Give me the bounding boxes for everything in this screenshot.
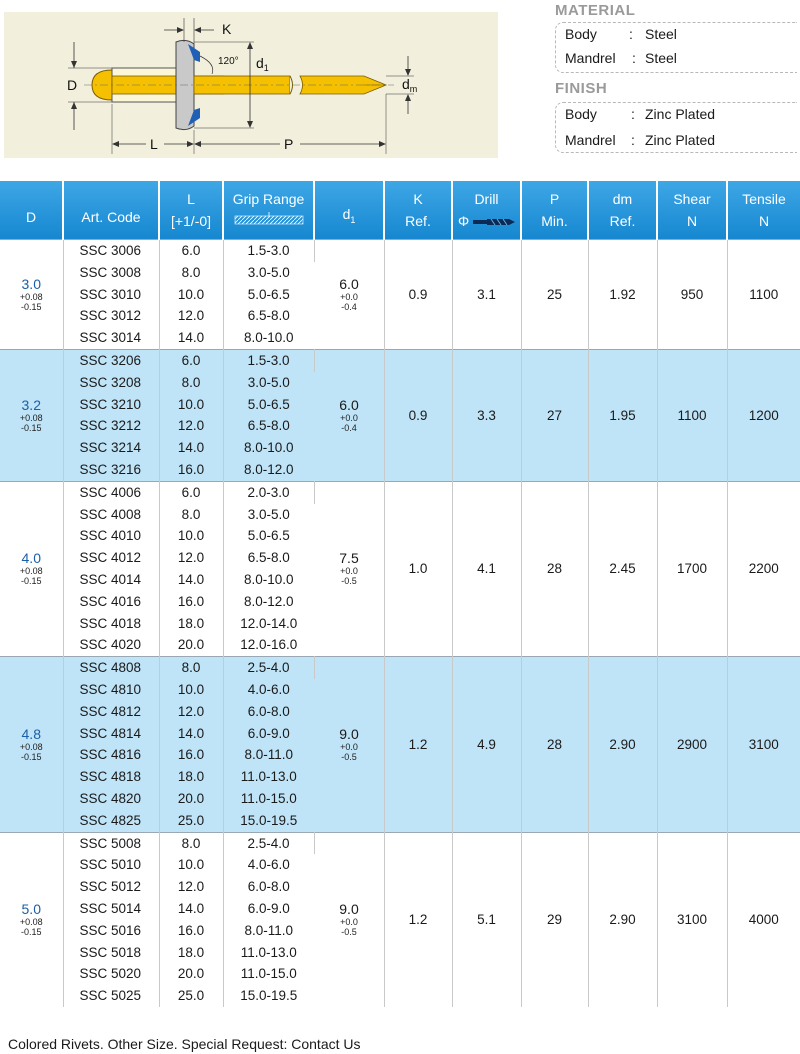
d1-tol-plus: +0.0 <box>340 566 358 577</box>
d1-tol-plus: +0.0 <box>340 741 358 752</box>
d1-tol-minus: -0.5 <box>341 751 357 762</box>
cell-shear-value: 2900 <box>676 736 708 752</box>
table-body <box>0 240 800 1007</box>
cell-grip-range: 11.0-13.0 <box>240 944 297 960</box>
cell-shear <box>657 240 727 350</box>
label-dm: $d_m$ <box>402 76 418 94</box>
cell-tensile <box>727 240 800 350</box>
cell-P-value: 28 <box>546 736 563 752</box>
D-tol-plus: +0.08 <box>19 917 43 928</box>
cell-grip-range: 8.0-12.0 <box>223 459 314 481</box>
cell-P <box>521 349 588 481</box>
d1-value: 7.5 <box>339 550 359 567</box>
cell-L: 8.0 <box>159 657 223 679</box>
cell-L: 10.0 <box>159 525 223 547</box>
cell-grip-range: 15.0-19.5 <box>223 810 314 832</box>
diameter-symbol: Φ <box>457 213 470 229</box>
cell-L: 14.0 <box>159 437 223 459</box>
D-tol-plus: +0.08 <box>19 412 43 423</box>
cell-art-code: SSC 3012 <box>63 305 159 327</box>
cell-L: 20.0 <box>159 963 223 985</box>
D-tol-minus: -0.15 <box>20 422 42 433</box>
cell-grip-range: 6.0-9.0 <box>247 900 290 916</box>
cell-P <box>521 657 588 832</box>
cell-L: 12.0 <box>159 415 223 437</box>
cell-tensile <box>727 349 800 481</box>
cell-L: 16.0 <box>159 591 223 613</box>
material-mandrel-row <box>565 50 677 66</box>
cell-art-code: SSC 4012 <box>63 547 159 569</box>
cell-art-code: SSC 4818 <box>63 766 159 788</box>
cell-art-code: SSC 4820 <box>63 788 159 810</box>
cell-dm-value: 2.90 <box>609 736 636 752</box>
cell-art-code: SSC 4816 <box>63 744 159 766</box>
cell-d1 <box>314 240 384 350</box>
cell-shear <box>657 481 727 656</box>
footer-note: Colored Rivets. Other Size. Special Request: Contact Us <box>8 1036 361 1052</box>
cell-shear-value: 1100 <box>677 407 707 423</box>
cell-shear-value: 1700 <box>676 561 708 577</box>
cell-grip-range: 1.5-3.0 <box>223 240 314 262</box>
table-header-row <box>0 181 800 240</box>
header-grip-range: Grip Range <box>223 181 314 240</box>
cell-drill <box>452 240 521 350</box>
cell-tensile-value: 3100 <box>748 736 779 752</box>
cell-art-code: SSC 3010 <box>63 284 159 306</box>
cell-tensile <box>727 657 800 832</box>
finish-body-sep: : <box>631 106 635 122</box>
D-value: 3.0 <box>21 275 41 292</box>
cell-grip-range: 8.0-11.0 <box>223 744 314 766</box>
cell-art-code: SSC 5012 <box>63 876 159 898</box>
cell-grip-range: 6.5-8.0 <box>247 308 290 324</box>
cell-art-code: SSC 5016 <box>63 920 159 942</box>
D-tol-plus: +0.08 <box>19 741 43 752</box>
grip-range-icon <box>234 212 304 226</box>
cell-L: 18.0 <box>159 766 223 788</box>
cell-grip-range: 8.0-10.0 <box>243 330 294 346</box>
cell-L: 14.0 <box>159 898 223 920</box>
cell-P-value: 29 <box>546 912 563 928</box>
cell-dm <box>588 657 657 832</box>
cell-art-code: SSC 5014 <box>63 898 159 920</box>
label-D: D <box>67 77 78 93</box>
cell-art-code: SSC 4014 <box>63 569 159 591</box>
material-box <box>555 22 797 72</box>
cell-art-code: SSC 5020 <box>63 963 159 985</box>
cell-K-value: 0.9 <box>408 286 428 302</box>
cell-shear-value: 3100 <box>676 912 708 928</box>
cell-tensile-value: 4000 <box>748 912 779 928</box>
cell-shear <box>657 832 727 1007</box>
cell-art-code: SSC 3206 <box>63 349 159 371</box>
cell-L: 14.0 <box>159 569 223 591</box>
finish-box <box>555 102 797 152</box>
cell-dm <box>588 349 657 481</box>
material-title: MATERIAL <box>555 2 636 19</box>
finish-mandrel-sep: : <box>631 132 635 148</box>
cell-L: 8.0 <box>159 832 223 854</box>
cell-grip-range: 2.5-4.0 <box>223 657 314 679</box>
cell-L: 8.0 <box>159 372 223 394</box>
cell-grip-range: 4.0-6.0 <box>247 857 290 873</box>
D-tol-plus: +0.08 <box>19 291 43 302</box>
cell-drill <box>452 832 521 1007</box>
D-value: 3.2 <box>21 396 41 413</box>
d1-value: 6.0 <box>339 275 359 292</box>
cell-art-code: SSC 3208 <box>63 372 159 394</box>
D-value: 4.8 <box>21 725 41 742</box>
cell-grip-range: 8.0-10.0 <box>223 437 314 459</box>
cell-art-code: SSC 4006 <box>63 481 159 503</box>
finish-body-row <box>565 106 716 122</box>
cell-L: 20.0 <box>159 788 223 810</box>
cell-grip-range: 15.0-19.5 <box>240 988 298 1004</box>
cell-L: 12.0 <box>159 876 223 898</box>
header-d1: $d_1$ <box>314 181 384 240</box>
finish-title: FINISH <box>555 80 608 97</box>
cell-art-code: SSC 3216 <box>63 459 159 481</box>
finish-body-value: Zinc Plated <box>645 106 716 122</box>
cell-drill-value: 5.1 <box>477 912 496 928</box>
D-tol-minus: -0.15 <box>20 751 42 762</box>
cell-L: 16.0 <box>159 459 223 481</box>
cell-dm-value: 2.45 <box>609 561 636 577</box>
cell-drill-value: 3.1 <box>477 286 496 302</box>
cell-P <box>521 240 588 350</box>
cell-dm-value: 1.92 <box>609 286 636 302</box>
cell-grip-range: 6.5-8.0 <box>247 550 290 566</box>
table-row <box>0 349 800 371</box>
header-tensile: Tensile N <box>727 181 800 240</box>
D-tol-minus: -0.15 <box>20 927 42 938</box>
cell-art-code: SSC 4018 <box>63 613 159 635</box>
material-body-row <box>565 26 677 42</box>
cell-art-code: SSC 3008 <box>63 262 159 284</box>
finish-body-key: Body <box>565 106 597 122</box>
cell-art-code: SSC 5010 <box>63 854 159 876</box>
cell-art-code: SSC 4010 <box>63 525 159 547</box>
cell-L: 18.0 <box>159 942 223 964</box>
cell-grip-range: 11.0-15.0 <box>240 966 297 982</box>
drill-bit-icon <box>473 217 515 227</box>
cell-L: 14.0 <box>159 723 223 745</box>
header-D: D <box>0 181 63 240</box>
cell-P <box>521 481 588 656</box>
cell-d1 <box>314 832 384 1007</box>
cell-art-code: SSC 4020 <box>63 634 159 656</box>
cell-K-value: 1.2 <box>408 736 428 752</box>
cell-art-code: SSC 5008 <box>63 832 159 854</box>
cell-art-code: SSC 4814 <box>63 723 159 745</box>
d1-value: 6.0 <box>339 396 359 413</box>
cell-grip-range: 11.0-15.0 <box>223 788 314 810</box>
d1-value: 9.0 <box>339 725 359 742</box>
rivet-drawing <box>4 12 498 158</box>
cell-L: 20.0 <box>159 634 223 656</box>
d1-tol-plus: +0.0 <box>340 917 358 928</box>
cell-shear <box>657 657 727 832</box>
cell-art-code: SSC 4016 <box>63 591 159 613</box>
cell-grip-range: 6.0-9.0 <box>223 723 314 745</box>
cell-grip-range: 6.5-8.0 <box>223 415 314 437</box>
cell-art-code: SSC 3014 <box>63 327 159 349</box>
cell-K <box>384 481 452 656</box>
cell-grip-range: 4.0-6.0 <box>223 679 314 701</box>
cell-D <box>0 657 63 832</box>
header-shear: Shear N <box>657 181 727 240</box>
header-L: L [+1/-0] <box>159 181 223 240</box>
material-mandrel-key: Mandrel <box>565 50 616 66</box>
cell-dm <box>588 832 657 1007</box>
cell-art-code: SSC 5025 <box>63 985 159 1007</box>
cell-L: 12.0 <box>159 305 223 327</box>
cell-dm-value: 2.90 <box>609 912 636 928</box>
cell-L: 8.0 <box>159 504 223 526</box>
header-art-code: Art. Code <box>63 181 159 240</box>
cell-art-code: SSC 3212 <box>63 415 159 437</box>
d1-tol-minus: -0.5 <box>341 927 357 938</box>
cell-d1 <box>314 481 384 656</box>
label-d1: $d_1$ <box>256 55 269 73</box>
cell-L: 25.0 <box>159 985 223 1007</box>
cell-grip-range: 2.0-3.0 <box>223 481 314 503</box>
cell-grip-range: 11.0-13.0 <box>223 766 314 788</box>
cell-P-value: 25 <box>546 286 563 302</box>
cell-drill-value: 4.9 <box>477 736 496 752</box>
rivet-diagram <box>4 12 498 158</box>
cell-art-code: SSC 4810 <box>63 679 159 701</box>
cell-tensile-value: 1100 <box>749 286 779 302</box>
table-row <box>0 481 800 503</box>
cell-art-code: SSC 4812 <box>63 701 159 723</box>
cell-K-value: 1.2 <box>408 912 428 928</box>
header-P: P Min. <box>521 181 588 240</box>
cell-grip-range: 6.0-8.0 <box>247 879 290 895</box>
cell-grip-range: 12.0-16.0 <box>240 637 298 653</box>
header-drill: Drill Φ <box>452 181 521 240</box>
cell-drill-value: 3.3 <box>477 407 496 423</box>
cell-dm <box>588 481 657 656</box>
cell-grip-range: 2.5-4.0 <box>223 832 314 854</box>
cell-K <box>384 240 452 350</box>
cell-L: 16.0 <box>159 744 223 766</box>
cell-drill <box>452 481 521 656</box>
cell-L: 6.0 <box>159 349 223 371</box>
rivet-spec-table <box>0 181 800 1007</box>
cell-grip-range: 12.0-14.0 <box>240 615 298 631</box>
finish-mandrel-row <box>565 132 716 148</box>
cell-grip-range: 8.0-12.0 <box>243 593 294 609</box>
header-K: K Ref. <box>384 181 452 240</box>
finish-mandrel-key: Mandrel <box>565 132 616 148</box>
cell-grip-range: 5.0-6.5 <box>247 528 290 544</box>
cell-tensile <box>727 481 800 656</box>
cell-L: 12.0 <box>159 701 223 723</box>
cell-drill <box>452 657 521 832</box>
cell-D <box>0 832 63 1007</box>
cell-K-value: 0.9 <box>408 407 428 423</box>
cell-grip-range: 3.0-5.0 <box>247 506 290 522</box>
cell-L: 8.0 <box>159 262 223 284</box>
cell-art-code: SSC 4825 <box>63 810 159 832</box>
material-body-sep: : <box>629 26 633 42</box>
cell-D <box>0 481 63 656</box>
cell-art-code: SSC 4008 <box>63 504 159 526</box>
cell-shear <box>657 349 727 481</box>
cell-L: 6.0 <box>159 240 223 262</box>
cell-L: 10.0 <box>159 679 223 701</box>
cell-tensile <box>727 832 800 1007</box>
cell-L: 18.0 <box>159 613 223 635</box>
d1-tol-plus: +0.0 <box>340 412 358 423</box>
cell-tensile-value: 2200 <box>748 561 779 577</box>
label-L: L <box>150 136 158 152</box>
cell-L: 14.0 <box>159 327 223 349</box>
D-value: 5.0 <box>21 901 41 918</box>
cell-P-value: 27 <box>546 407 563 423</box>
cell-art-code: SSC 5018 <box>63 942 159 964</box>
cell-K <box>384 832 452 1007</box>
cell-K <box>384 657 452 832</box>
cell-grip-range: 8.0-10.0 <box>243 571 294 587</box>
cell-L: 25.0 <box>159 810 223 832</box>
d1-tol-plus: +0.0 <box>340 291 358 302</box>
D-tol-minus: -0.15 <box>20 576 42 587</box>
cell-L: 6.0 <box>159 481 223 503</box>
cell-grip-range: 6.0-8.0 <box>223 701 314 723</box>
cell-K-value: 1.0 <box>408 561 428 577</box>
label-angle: 120° <box>218 56 239 67</box>
material-body-key: Body <box>565 26 597 42</box>
cell-P-value: 28 <box>546 561 563 577</box>
material-body-value: Steel <box>645 26 677 42</box>
D-value: 4.0 <box>21 550 41 567</box>
cell-drill <box>452 349 521 481</box>
header-dm: dm Ref. <box>588 181 657 240</box>
cell-grip-range: 5.0-6.5 <box>247 286 290 302</box>
d1-tol-minus: -0.4 <box>341 301 357 312</box>
cell-dm-value: 1.95 <box>609 407 636 423</box>
table-row <box>0 240 800 262</box>
table-row <box>0 832 800 854</box>
cell-L: 16.0 <box>159 920 223 942</box>
cell-d1 <box>314 349 384 481</box>
cell-grip-range: 3.0-5.0 <box>223 372 314 394</box>
cell-drill-value: 4.1 <box>477 561 496 577</box>
cell-D <box>0 240 63 350</box>
cell-grip-range: 5.0-6.5 <box>223 394 314 416</box>
cell-L: 10.0 <box>159 394 223 416</box>
cell-tensile-value: 1200 <box>748 407 779 423</box>
cell-K <box>384 349 452 481</box>
cell-art-code: SSC 3210 <box>63 394 159 416</box>
material-mandrel-value: Steel <box>645 50 677 66</box>
finish-mandrel-value: Zinc Plated <box>645 132 716 148</box>
cell-P <box>521 832 588 1007</box>
cell-art-code: SSC 3214 <box>63 437 159 459</box>
cell-art-code: SSC 4808 <box>63 657 159 679</box>
label-K: K <box>222 21 232 37</box>
cell-grip-range: 8.0-11.0 <box>244 922 294 938</box>
D-tol-plus: +0.08 <box>19 566 43 577</box>
D-tol-minus: -0.15 <box>20 301 42 312</box>
d1-value: 9.0 <box>339 901 359 918</box>
d1-tol-minus: -0.5 <box>341 576 357 587</box>
cell-grip-range: 3.0-5.0 <box>247 264 290 280</box>
material-mandrel-sep: : <box>632 50 636 66</box>
d1-tol-minus: -0.4 <box>341 422 357 433</box>
table-row <box>0 657 800 679</box>
cell-shear-value: 950 <box>680 286 704 302</box>
cell-L: 10.0 <box>159 284 223 306</box>
cell-art-code: SSC 3006 <box>63 240 159 262</box>
cell-L: 12.0 <box>159 547 223 569</box>
cell-dm <box>588 240 657 350</box>
cell-D <box>0 349 63 481</box>
label-P: P <box>284 136 294 152</box>
cell-grip-range: 1.5-3.0 <box>223 349 314 371</box>
cell-L: 10.0 <box>159 854 223 876</box>
cell-d1 <box>314 657 384 832</box>
